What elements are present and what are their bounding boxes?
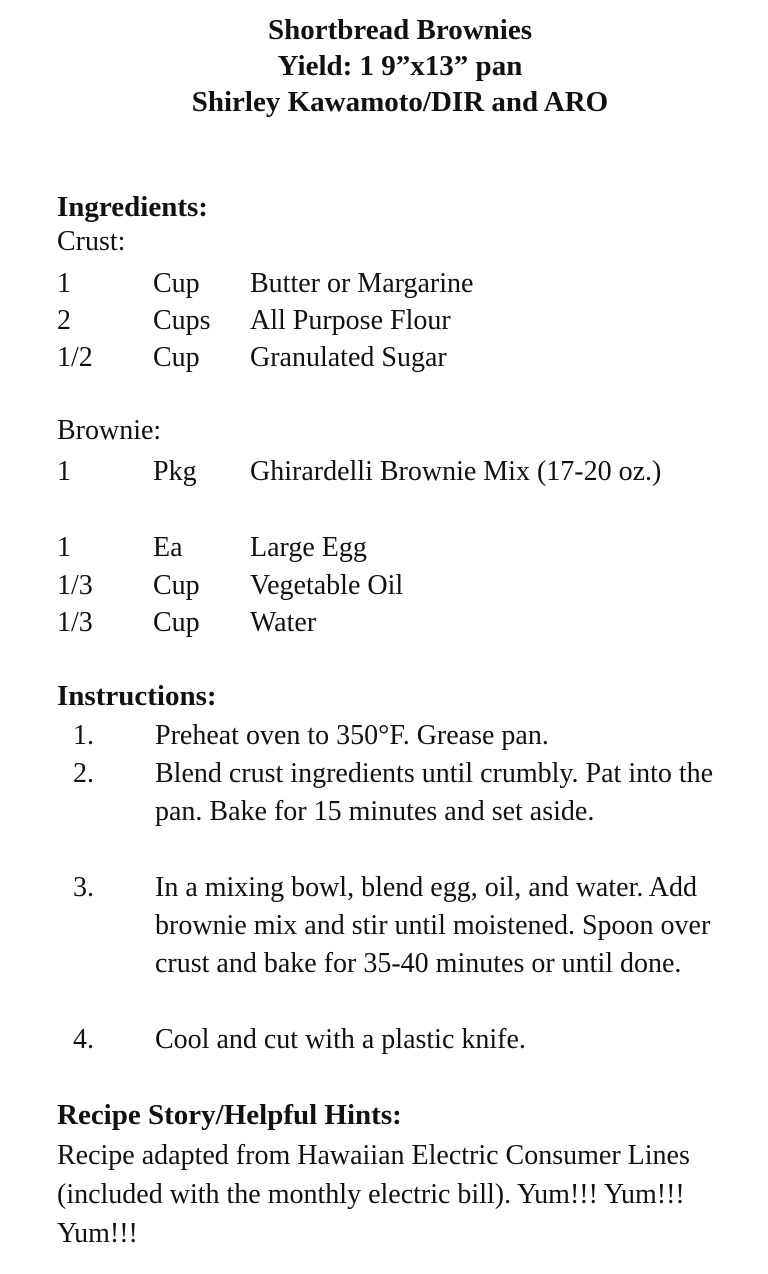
step-text: Cool and cut with a plastic knife. (155, 1024, 526, 1055)
ingredient-qty: 2 (57, 305, 71, 336)
instructions-heading: Instructions: (57, 680, 217, 712)
ingredient-name: Butter or Margarine (250, 268, 474, 299)
ingredient-unit: Cup (153, 268, 200, 299)
ingredients-heading: Ingredients: (57, 191, 208, 223)
step-number: 1. (73, 720, 94, 751)
ingredient-qty: 1 (57, 456, 71, 487)
ingredient-name: Water (250, 607, 317, 638)
step-number: 3. (73, 872, 94, 903)
step-number: 2. (73, 758, 94, 789)
ingredient-unit: Cup (153, 342, 200, 373)
story-heading: Recipe Story/Helpful Hints: (57, 1099, 402, 1131)
ingredient-name: Vegetable Oil (250, 570, 404, 601)
ingredient-name: Ghirardelli Brownie Mix (17-20 oz.) (250, 456, 662, 487)
ingredient-qty: 1 (57, 532, 71, 563)
ingredient-unit: Pkg (153, 456, 197, 487)
ingredient-unit: Ea (153, 532, 183, 563)
story-text: Recipe adapted from Hawaiian Electric Consumer Lines (included with the monthly electric bill). Yum!!! Yum!!! Yum!!! (57, 1140, 690, 1249)
ingredient-qty: 1 (57, 268, 71, 299)
ingredient-qty: 1/3 (57, 607, 93, 638)
ingredient-row (57, 453, 757, 529)
ingredient-unit: Cups (153, 305, 211, 336)
recipe-header (0, 12, 768, 120)
ingredient-unit: Cup (153, 607, 200, 638)
ingredient-row (57, 604, 757, 641)
ingredient-qty: 1/2 (57, 342, 93, 373)
ingredient-qty: 1/3 (57, 570, 93, 601)
brownie-label: Brownie: (57, 415, 162, 446)
ingredient-name: Granulated Sugar (250, 342, 447, 373)
step-number: 4. (73, 1024, 94, 1055)
recipe-title: Shortbread Brownies (268, 14, 532, 46)
ingredient-name: All Purpose Flour (250, 305, 451, 336)
ingredient-unit: Cup (153, 570, 200, 601)
ingredient-row (57, 567, 757, 604)
step-text: In a mixing bowl, blend egg, oil, and water. Add brownie mix and stir until moistened. Spoon over crust and bake for 35-40 minutes or until done. (155, 872, 711, 979)
recipe-yield: Yield: 1 9”x13” pan (277, 50, 523, 82)
ingredient-name: Large Egg (250, 532, 367, 563)
ingredient-row (57, 529, 757, 566)
step-text: Preheat oven to 350°F. Grease pan. (155, 720, 549, 751)
crust-label: Crust: (57, 226, 126, 257)
step-text: Blend crust ingredients until crumbly. Pat into the pan. Bake for 15 minutes and set aside. (155, 758, 714, 827)
ingredient-row (57, 339, 757, 376)
recipe-author: Shirley Kawamoto/DIR and ARO (191, 86, 609, 118)
ingredient-row (57, 302, 757, 339)
ingredient-row (57, 265, 757, 302)
